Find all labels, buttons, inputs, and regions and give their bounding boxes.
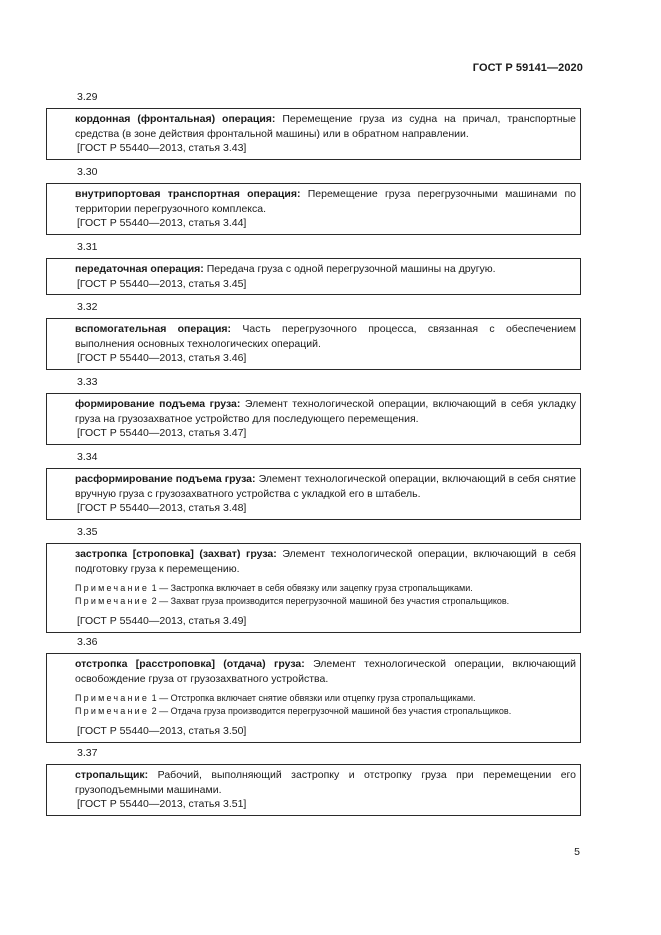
note-text: — Захват груза производится перегрузочной машиной без участия стропальщиков. [159,596,510,606]
clause-number: 3.29 [77,91,98,103]
term-entry-3-31 [46,240,581,295]
term: расформирование подъема груза: [75,473,256,485]
term-entry-3-37 [46,746,581,816]
definition-text: Элемент технологической операции, включающий в себя укладку груза на грузозахватное устройство для последующего перемещения. [75,398,577,425]
source-reference: [ГОСТ Р 55440—2013, статья 3.43] [77,142,247,154]
term: отстропка [расстроповка] (отдача) груза: [75,658,305,670]
clause-number: 3.35 [77,526,98,538]
definition-text: Элемент технологической операции, включающий в себя подготовку груза к перемещению. [75,548,576,575]
definition-text: Перемещение груза перегрузочными машинами по территории перегрузочного комплекса. [75,188,576,215]
term-entry-3-29 [46,90,581,160]
definition-text: Элемент технологической операции, включающий освобождение груза от грузозахватного устройства. [75,658,576,685]
source-reference: [ГОСТ Р 55440—2013, статья 3.49] [77,615,247,627]
clause-number: 3.37 [77,747,98,759]
source-reference: [ГОСТ Р 55440—2013, статья 3.51] [77,798,247,810]
document-id-header: ГОСТ Р 59141—2020 [472,62,583,74]
definition-box [46,258,581,295]
note-number: 2 [151,596,157,606]
definition-box [46,543,581,633]
term: стропальщик: [75,769,149,781]
note-label: Примечание [75,706,150,716]
note-1 [75,582,576,595]
note-text: — Отдача груза производится перегрузочной машиной без участия стропальщиков. [159,706,512,716]
definition-text: Передача груза с одной перегрузочной машины на другую. [203,263,496,275]
note-number: 2 [151,706,157,716]
note-number: 1 [151,583,157,593]
term-entry-3-36 [46,635,581,743]
note-2 [75,595,576,608]
note-1 [75,692,576,705]
term-entry-3-35 [46,525,581,633]
note-label: Примечание [75,693,150,703]
definition-text: Рабочий, выполняющий застропку и отстропку груза при перемещении его грузоподъемными машинами. [75,769,576,796]
clause-number: 3.33 [77,376,98,388]
clause-number: 3.30 [77,166,98,178]
clause-number: 3.32 [77,301,98,313]
term: передаточная операция: [75,263,204,275]
definition-box [46,393,581,445]
definition-box [46,183,581,235]
definition-text: Перемещение груза из судна на причал, транспортные средства (в зоне действия фронтальной машины) или в обратном направлении. [75,113,576,140]
definition-box [46,764,581,816]
term-entry-3-32 [46,300,581,370]
term-entry-3-34 [46,450,581,520]
note-text: — Отстропка включает снятие обвязки или отцепку груза стропальщиками. [159,693,476,703]
source-reference: [ГОСТ Р 55440—2013, статья 3.46] [77,352,247,364]
note-number: 1 [151,693,157,703]
clause-number: 3.36 [77,636,98,648]
term: внутрипортовая транспортная операция: [75,188,301,200]
term: формирование подъема груза: [75,398,241,410]
definition-box [46,468,581,520]
note-label: Примечание [75,583,150,593]
notes [75,582,576,608]
definition-box [46,653,581,743]
note-text: — Застропка включает в себя обвязку или зацепку груза стропальщиками. [159,583,473,593]
definition-text: Часть перегрузочного процесса, связанная с обеспечением выполнения основных технологических операций. [75,323,576,350]
definition-text: Элемент технологической операции, включающий в себя снятие вручную груза с грузозахватного устройства с укладкой его в штабель. [75,473,576,500]
source-reference: [ГОСТ Р 55440—2013, статья 3.45] [77,277,247,290]
term-entry-3-33 [46,375,581,445]
note-label: Примечание [75,596,150,606]
definition-box [46,318,581,370]
term-entry-3-30 [46,165,581,235]
definition-box [46,108,581,160]
source-reference: [ГОСТ Р 55440—2013, статья 3.44] [77,217,247,229]
notes [75,692,576,718]
term: вспомогательная операция: [75,323,232,335]
note-2 [75,705,576,718]
source-reference: [ГОСТ Р 55440—2013, статья 3.48] [77,502,247,514]
clause-number: 3.31 [77,241,98,253]
source-reference: [ГОСТ Р 55440—2013, статья 3.47] [77,427,247,439]
page-number: 5 [574,846,580,858]
source-reference: [ГОСТ Р 55440—2013, статья 3.50] [77,725,247,737]
term: кордонная (фронтальная) операция: [75,113,276,125]
clause-number: 3.34 [77,451,98,463]
term: застропка [строповка] (захват) груза: [75,548,277,560]
